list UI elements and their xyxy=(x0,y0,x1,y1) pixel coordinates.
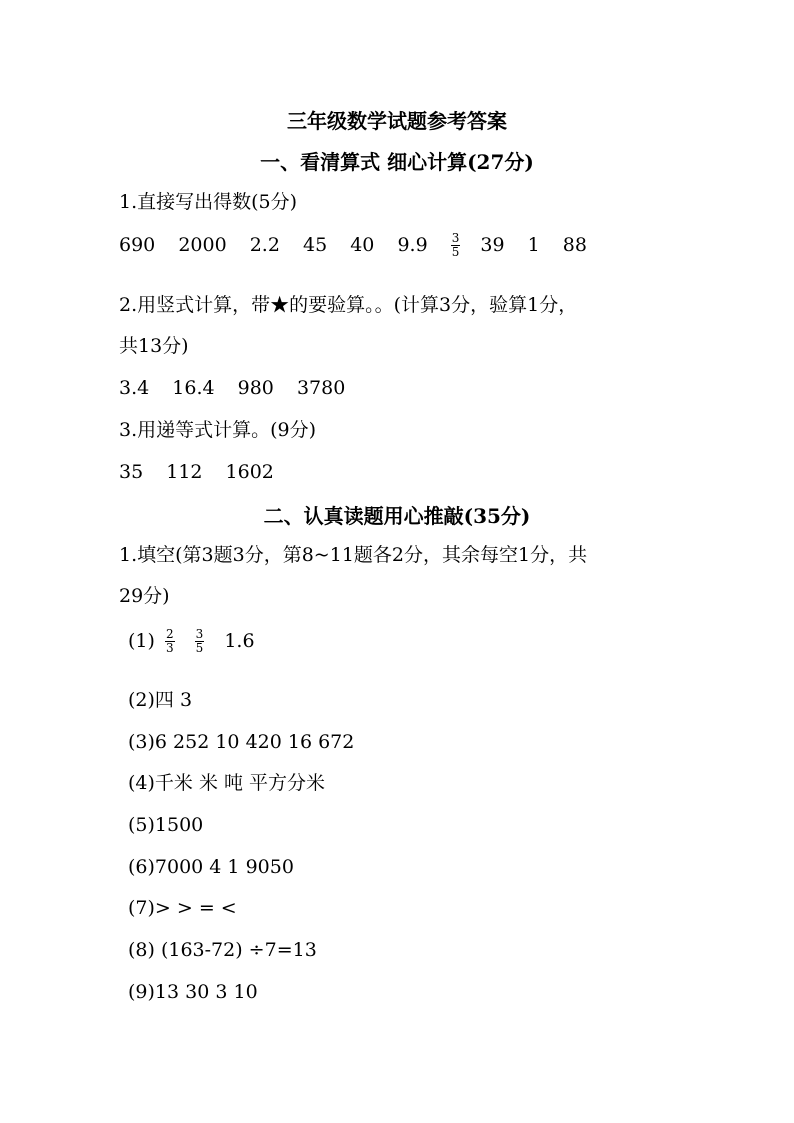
answer-value: 1602 xyxy=(225,461,274,483)
fraction-denominator: 5 xyxy=(451,245,460,259)
answer-value: 112 xyxy=(166,461,203,483)
s1-q1-answers xyxy=(119,232,604,272)
s1-q1-label: 1.直接写出得数(5分) xyxy=(119,191,298,213)
fraction xyxy=(165,628,175,655)
answer-value: 980 xyxy=(237,377,274,399)
answer-value: 40 xyxy=(350,233,375,256)
fraction xyxy=(451,232,461,259)
fraction-numerator: 3 xyxy=(451,231,460,245)
answer-value: 9.9 xyxy=(397,233,428,256)
answer-value: 1.6 xyxy=(224,629,255,652)
s2-item-3: (3)6 252 10 420 16 672 xyxy=(128,731,355,753)
s2-item-9: (9)13 30 3 10 xyxy=(128,981,258,1003)
answer-value: 2000 xyxy=(178,233,227,256)
s1-q2-label-line2: 共13分) xyxy=(119,335,189,357)
section1-heading: 一、看清算式 细心计算(27分) xyxy=(260,150,534,174)
answer-value: 39 xyxy=(480,233,505,256)
fraction-denominator: 3 xyxy=(165,641,174,655)
answer-value: 45 xyxy=(302,233,328,256)
s2-item-7: (7)> > = < xyxy=(128,897,237,919)
s1-q2-answers xyxy=(119,376,362,400)
s2-item-6: (6)7000 4 1 9050 xyxy=(128,856,294,878)
s2-item-1 xyxy=(128,628,272,668)
answer-value: 3780 xyxy=(296,377,346,399)
answer-value: 16.4 xyxy=(172,377,215,399)
answer-value: 88 xyxy=(562,233,587,256)
section2-heading: 二、认真读题用心推敲(35分) xyxy=(263,504,531,528)
answer-value: 690 xyxy=(119,233,156,256)
fraction-numerator: 3 xyxy=(195,627,204,641)
s1-q3-answers xyxy=(119,460,291,484)
page-title: 三年级数学试题参考答案 xyxy=(287,109,507,133)
s2-item-2: (2)四 3 xyxy=(128,689,193,711)
answer-value: 2.2 xyxy=(249,233,280,256)
fraction-numerator: 2 xyxy=(165,627,174,641)
answer-value: 3.4 xyxy=(119,377,150,399)
s1-q3-label: 3.用递等式计算。(9分) xyxy=(119,419,317,441)
item-number: (1) xyxy=(128,629,155,652)
fraction xyxy=(195,628,205,655)
s1-q2-label-line1: 2.用竖式计算，带★的要验算。。(计算3分，验算1分， xyxy=(119,294,578,316)
s2-item-4: (4)千米 米 吨 平方分米 xyxy=(128,772,326,794)
s2-q1-label-line1: 1.填空(第3题3分，第8~11题各2分，其余每空1分，共 xyxy=(119,544,588,566)
answer-value: 1 xyxy=(527,233,540,256)
s2-q1-label-line2: 29分) xyxy=(119,585,170,607)
fraction-denominator: 5 xyxy=(195,641,204,655)
s2-item-5: (5)1500 xyxy=(128,814,204,836)
answer-value: 35 xyxy=(119,461,144,483)
s2-item-8: (8) (163-72) ÷7=13 xyxy=(128,939,317,961)
